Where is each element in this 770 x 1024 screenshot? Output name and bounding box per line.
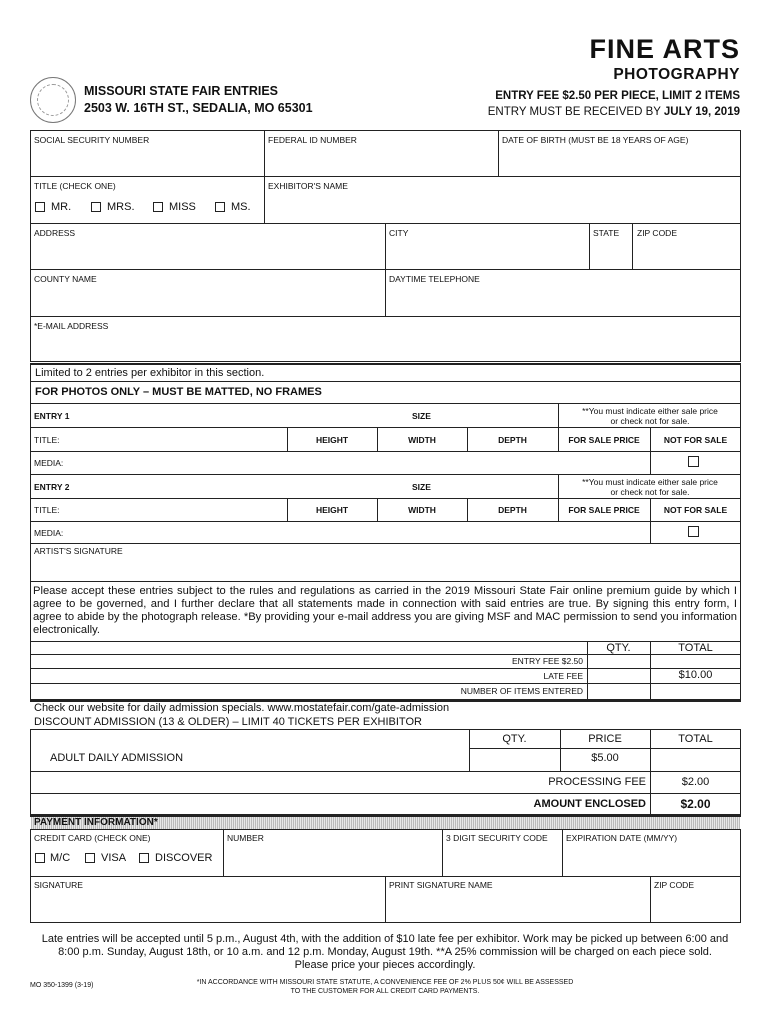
entry-2-height-label: HEIGHT — [315, 505, 349, 515]
artist-signature-label: ARTIST'S SIGNATURE — [34, 546, 123, 556]
entry-1-not-for-sale-checkbox[interactable] — [688, 456, 699, 467]
print-name-label: PRINT SIGNATURE NAME — [389, 880, 493, 890]
checkbox-discover[interactable] — [139, 853, 149, 863]
entry-fee-line: ENTRY FEE $2.50 PER PIECE, LIMIT 2 ITEMS — [495, 90, 740, 102]
fees-total-header: TOTAL — [678, 642, 713, 654]
entries-limit-note: Limited to 2 entries per exhibitor in this section. — [35, 367, 265, 379]
ssn-label: SOCIAL SECURITY NUMBER — [34, 135, 150, 145]
entry-1-label: ENTRY 1 — [34, 411, 70, 421]
entry-fee-total-field[interactable] — [651, 655, 740, 667]
title-ms-label: MS. — [231, 201, 251, 213]
deadline-line: ENTRY MUST BE RECEIVED BY JULY 19, 2019 — [487, 106, 740, 118]
address-field[interactable] — [31, 239, 384, 268]
fein-label: FEDERAL ID NUMBER — [268, 135, 357, 145]
adult-admission-label: ADULT DAILY ADMISSION — [50, 752, 184, 764]
checkbox-miss[interactable] — [153, 202, 163, 212]
security-code-label: 3 DIGIT SECURITY CODE — [446, 833, 548, 843]
late-fee-label: LATE FEE — [543, 671, 583, 681]
admission-total-header: TOTAL — [678, 733, 713, 745]
entry-1-media-field[interactable] — [66, 452, 648, 473]
zip-field[interactable] — [633, 239, 740, 268]
late-fee-total: $10.00 — [678, 669, 713, 681]
entry-2-label: ENTRY 2 — [34, 482, 70, 492]
amount-enclosed-label: AMOUNT ENCLOSED — [533, 798, 646, 810]
phone-label: DAYTIME TELEPHONE — [389, 274, 480, 284]
entry-2-width-label: WIDTH — [408, 505, 436, 515]
entry-2-title-field[interactable] — [60, 499, 285, 522]
signature-label: SIGNATURE — [34, 880, 83, 890]
statute-note: *IN ACCORDANCE WITH MISSOURI STATE STATUTE, A CONVENIENCE FEE OF 2% PLUS 50¢ WILL BE ASSESSED TO THE CUSTOMER FOR ALL CREDIT CARD PAYMENTS. — [196, 979, 574, 995]
form-title: FINE ARTS — [589, 34, 740, 64]
zip-label: ZIP CODE — [637, 228, 677, 238]
card-number-label: NUMBER — [227, 833, 264, 843]
entry-fee-qty-field[interactable] — [588, 655, 649, 667]
card-mc-label: M/C — [50, 852, 71, 864]
entry-1-title-label: TITLE: — [34, 435, 60, 445]
checkbox-ms[interactable] — [215, 202, 225, 212]
form-subtitle: PHOTOGRAPHY — [613, 66, 740, 83]
entry-2-sale-note: **You must indicate either sale price or check not for sale. — [582, 477, 718, 497]
expiration-label: EXPIRATION DATE (MM/YY) — [566, 833, 678, 843]
entry-2-for-sale-label: FOR SALE PRICE — [568, 505, 640, 515]
entry-2-media-label: MEDIA: — [34, 528, 64, 538]
phone-field[interactable] — [386, 285, 740, 315]
email-field[interactable] — [31, 332, 740, 361]
entry-1-depth-label: DEPTH — [498, 435, 527, 445]
entry-2-title-label: TITLE: — [34, 505, 60, 515]
county-label: COUNTY NAME — [34, 274, 97, 284]
title-mr-label: MR. — [51, 201, 72, 213]
entry-2-depth-label: DEPTH — [498, 505, 527, 515]
org-name: MISSOURI STATE FAIR ENTRIES — [84, 84, 278, 98]
signature-field[interactable] — [31, 891, 384, 922]
processing-fee-label: PROCESSING FEE — [548, 776, 646, 788]
payment-zip-label: ZIP CODE — [654, 880, 694, 890]
state-seal-logo — [30, 77, 76, 123]
title-miss-label: MISS — [169, 201, 196, 213]
exhibitor-name-field[interactable] — [265, 192, 740, 222]
entry-1-title-field[interactable] — [60, 428, 285, 452]
items-entered-label: NUMBER OF ITEMS ENTERED — [460, 686, 583, 696]
county-field[interactable] — [31, 285, 384, 315]
entry-fee-label: ENTRY FEE $2.50 — [511, 656, 583, 666]
dob-label: DATE OF BIRTH (MUST BE 18 YEARS OF AGE) — [502, 135, 689, 145]
entry-1-sale-note: **You must indicate either sale price or check not for sale. — [582, 406, 718, 426]
security-code-field[interactable] — [443, 844, 561, 875]
org-address — [84, 83, 313, 117]
artist-signature-field[interactable] — [31, 557, 740, 581]
entry-1-width-label: WIDTH — [408, 435, 436, 445]
card-number-field[interactable] — [224, 844, 441, 875]
adult-admission-total-field[interactable] — [651, 749, 740, 770]
title-mrs-label: MRS. — [107, 201, 135, 213]
checkbox-mc[interactable] — [35, 853, 45, 863]
entry-2-size-label: SIZE — [412, 482, 431, 492]
form-number: MO 350-1399 (3-19) — [30, 982, 94, 989]
email-label: *E-MAIL ADDRESS — [34, 321, 109, 331]
entry-1-size-label: SIZE — [412, 411, 431, 421]
card-discover-label: DISCOVER — [155, 852, 213, 864]
credit-card-label: CREDIT CARD (CHECK ONE) — [34, 833, 151, 843]
entry-2-not-for-sale-checkbox[interactable] — [688, 526, 699, 537]
city-field[interactable] — [386, 239, 588, 268]
admission-price-header: PRICE — [588, 733, 622, 745]
fees-qty-header: QTY. — [606, 642, 631, 654]
expiration-field[interactable] — [563, 844, 740, 875]
title-check-label: TITLE (CHECK ONE) — [34, 181, 116, 191]
payment-zip-field[interactable] — [651, 891, 740, 922]
city-label: CITY — [389, 228, 409, 238]
items-entered-qty-field[interactable] — [588, 684, 649, 699]
entry-2-not-for-sale-label: NOT FOR SALE — [663, 505, 728, 515]
deadline-date: JULY 19, 2019 — [663, 106, 740, 118]
admission-qty-header: QTY. — [502, 733, 527, 745]
entry-2-media-field[interactable] — [66, 522, 648, 542]
late-entries-note: Late entries will be accepted until 5 p.m., August 4th, with the addition of $10 late fee per exhibitor. Work may be picked up between 6:00 and 8:00 p.m. Sunday, August 18th, or 10 a.m. and 12 p.m. Monday, August 19th. **A 25% commission will be charged on each piece sold. Please price your pieces accordingly. — [41, 933, 729, 971]
checkbox-mr[interactable] — [35, 202, 45, 212]
discount-admission-heading: DISCOUNT ADMISSION (13 & OLDER) – LIMIT 40 TICKETS PER EXHIBITOR — [34, 716, 422, 728]
payment-heading: PAYMENT INFORMATION* — [34, 817, 158, 828]
entry-1-height-label: HEIGHT — [315, 435, 349, 445]
entry-1-media-label: MEDIA: — [34, 458, 64, 468]
checkbox-mrs[interactable] — [91, 202, 101, 212]
entry-1-for-sale-label: FOR SALE PRICE — [568, 435, 640, 445]
state-field[interactable] — [590, 239, 631, 268]
print-name-field[interactable] — [386, 891, 649, 922]
website-note: Check our website for daily admission specials. www.mostatefair.com/gate-admission — [34, 702, 450, 714]
exhibitor-name-label: EXHIBITOR'S NAME — [268, 181, 348, 191]
ssn-field[interactable] — [31, 146, 263, 175]
checkbox-visa[interactable] — [85, 853, 95, 863]
state-label: STATE — [593, 228, 620, 238]
dob-field[interactable] — [499, 146, 740, 175]
card-visa-label: VISA — [101, 852, 127, 864]
agreement-text: Please accept these entries subject to the rules and regulations as carried in the 2019 Missouri State Fair online premium guide by which I agree to be governed, and I further declare that all statements made in connection with said entries are true. By signing this entry form, I agree to abide by the photograph release. *By providing your e-mail address you are giving MSF and MAC permission to send you information electronically. — [33, 585, 737, 636]
adult-admission-qty-field[interactable] — [470, 749, 559, 770]
processing-fee-amount: $2.00 — [681, 776, 710, 788]
fein-field[interactable] — [265, 146, 497, 175]
photo-rule: FOR PHOTOS ONLY – MUST BE MATTED, NO FRAMES — [35, 386, 322, 398]
org-street: 2503 W. 16TH ST., SEDALIA, MO 65301 — [84, 101, 313, 115]
entry-1-not-for-sale-label: NOT FOR SALE — [663, 435, 728, 445]
address-label: ADDRESS — [34, 228, 76, 238]
adult-admission-price: $5.00 — [591, 752, 619, 764]
amount-enclosed-value: $2.00 — [680, 797, 711, 811]
